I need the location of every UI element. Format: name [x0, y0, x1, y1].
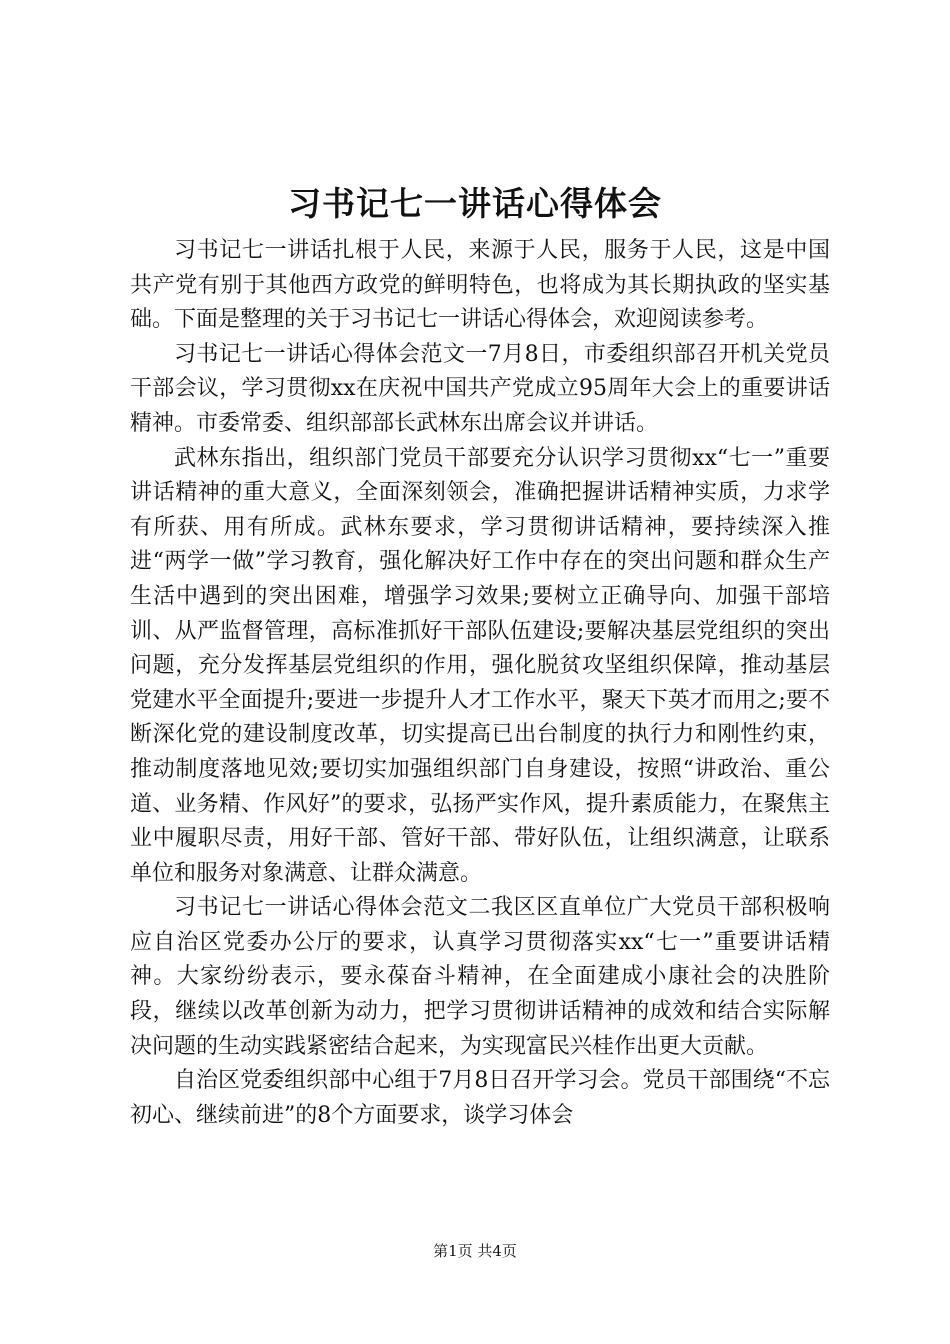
paragraph-intro: 习书记七一讲话扎根于人民，来源于人民，服务于人民，这是中国共产党有别于其他西方政党的鲜明特色，也将成为其长期执政的坚实基础。下面是整理的关于习书记七一讲话心得体会，欢迎阅读参考。 [130, 238, 830, 333]
document-body [130, 234, 830, 1133]
paragraph-sample-one-detail: 武林东指出，组织部门党员干部要充分认识学习贯彻xx“七一”重要讲话精神的重大意义，全面深刻领会，准确把握讲话精神实质，力求学有所获、用有所成。武林东要求，学习贯彻讲话精神，要持续深入推进“两学一做”学习教育，强化解决好工作中存在的突出问题和群众生产生活中遇到的突出困难，增强学习效果;要树立正确导向、加强干部培训、从严监督管理，高标准抓好干部队伍建设;要解决基层党组织的突出问题，充分发挥基层党组织的作用，强化脱贫攻坚组织保障，推动基层党建水平全面提升;要进一步提升人才工作水平，聚天下英才而用之;要不断深化党的建设制度改革，切实提高已出台制度的执行力和刚性约束，推动制度落地见效;要切实加强组织部门自身建设，按照“讲政治、重公道、业务精、作风好”的要求，弘扬严实作风，提升素质能力，在聚焦主业中履职尽责，用好干部、管好干部、带好队伍，让组织满意，让联系单位和服务对象满意、让群众满意。 [130, 445, 830, 886]
document-title: 习书记七一讲话心得体会 [288, 184, 662, 223]
paragraph-study-meeting: 自治区党委组织部中心组于7月8日召开学习会。党员干部围绕“不忘初心、继续前进”的8个方面要求，谈学习体会 [130, 1068, 830, 1128]
page-number-footer: 第1页 共4页 [433, 1242, 517, 1260]
paragraph-sample-two: 习书记七一讲话心得体会范文二我区区直单位广大党员干部积极响应自治区党委办公厅的要求，认真学习贯彻落实xx“七一”重要讲话精神。大家纷纷表示，要永葆奋斗精神，在全面建成小康社会的决胜阶段，继续以改革创新为动力，把学习贯彻讲话精神的成效和结合实际解决问题的生动实践紧密结合起来，为实现富民兴桂作出更大贡献。 [130, 895, 830, 1059]
paragraph-sample-one: 习书记七一讲话心得体会范文一7月8日，市委组织部召开机关党员干部会议，学习贯彻xx在庆祝中国共产党成立95周年大会上的重要讲话精神。市委常委、组织部部长武林东出席会议并讲话。 [130, 341, 830, 436]
